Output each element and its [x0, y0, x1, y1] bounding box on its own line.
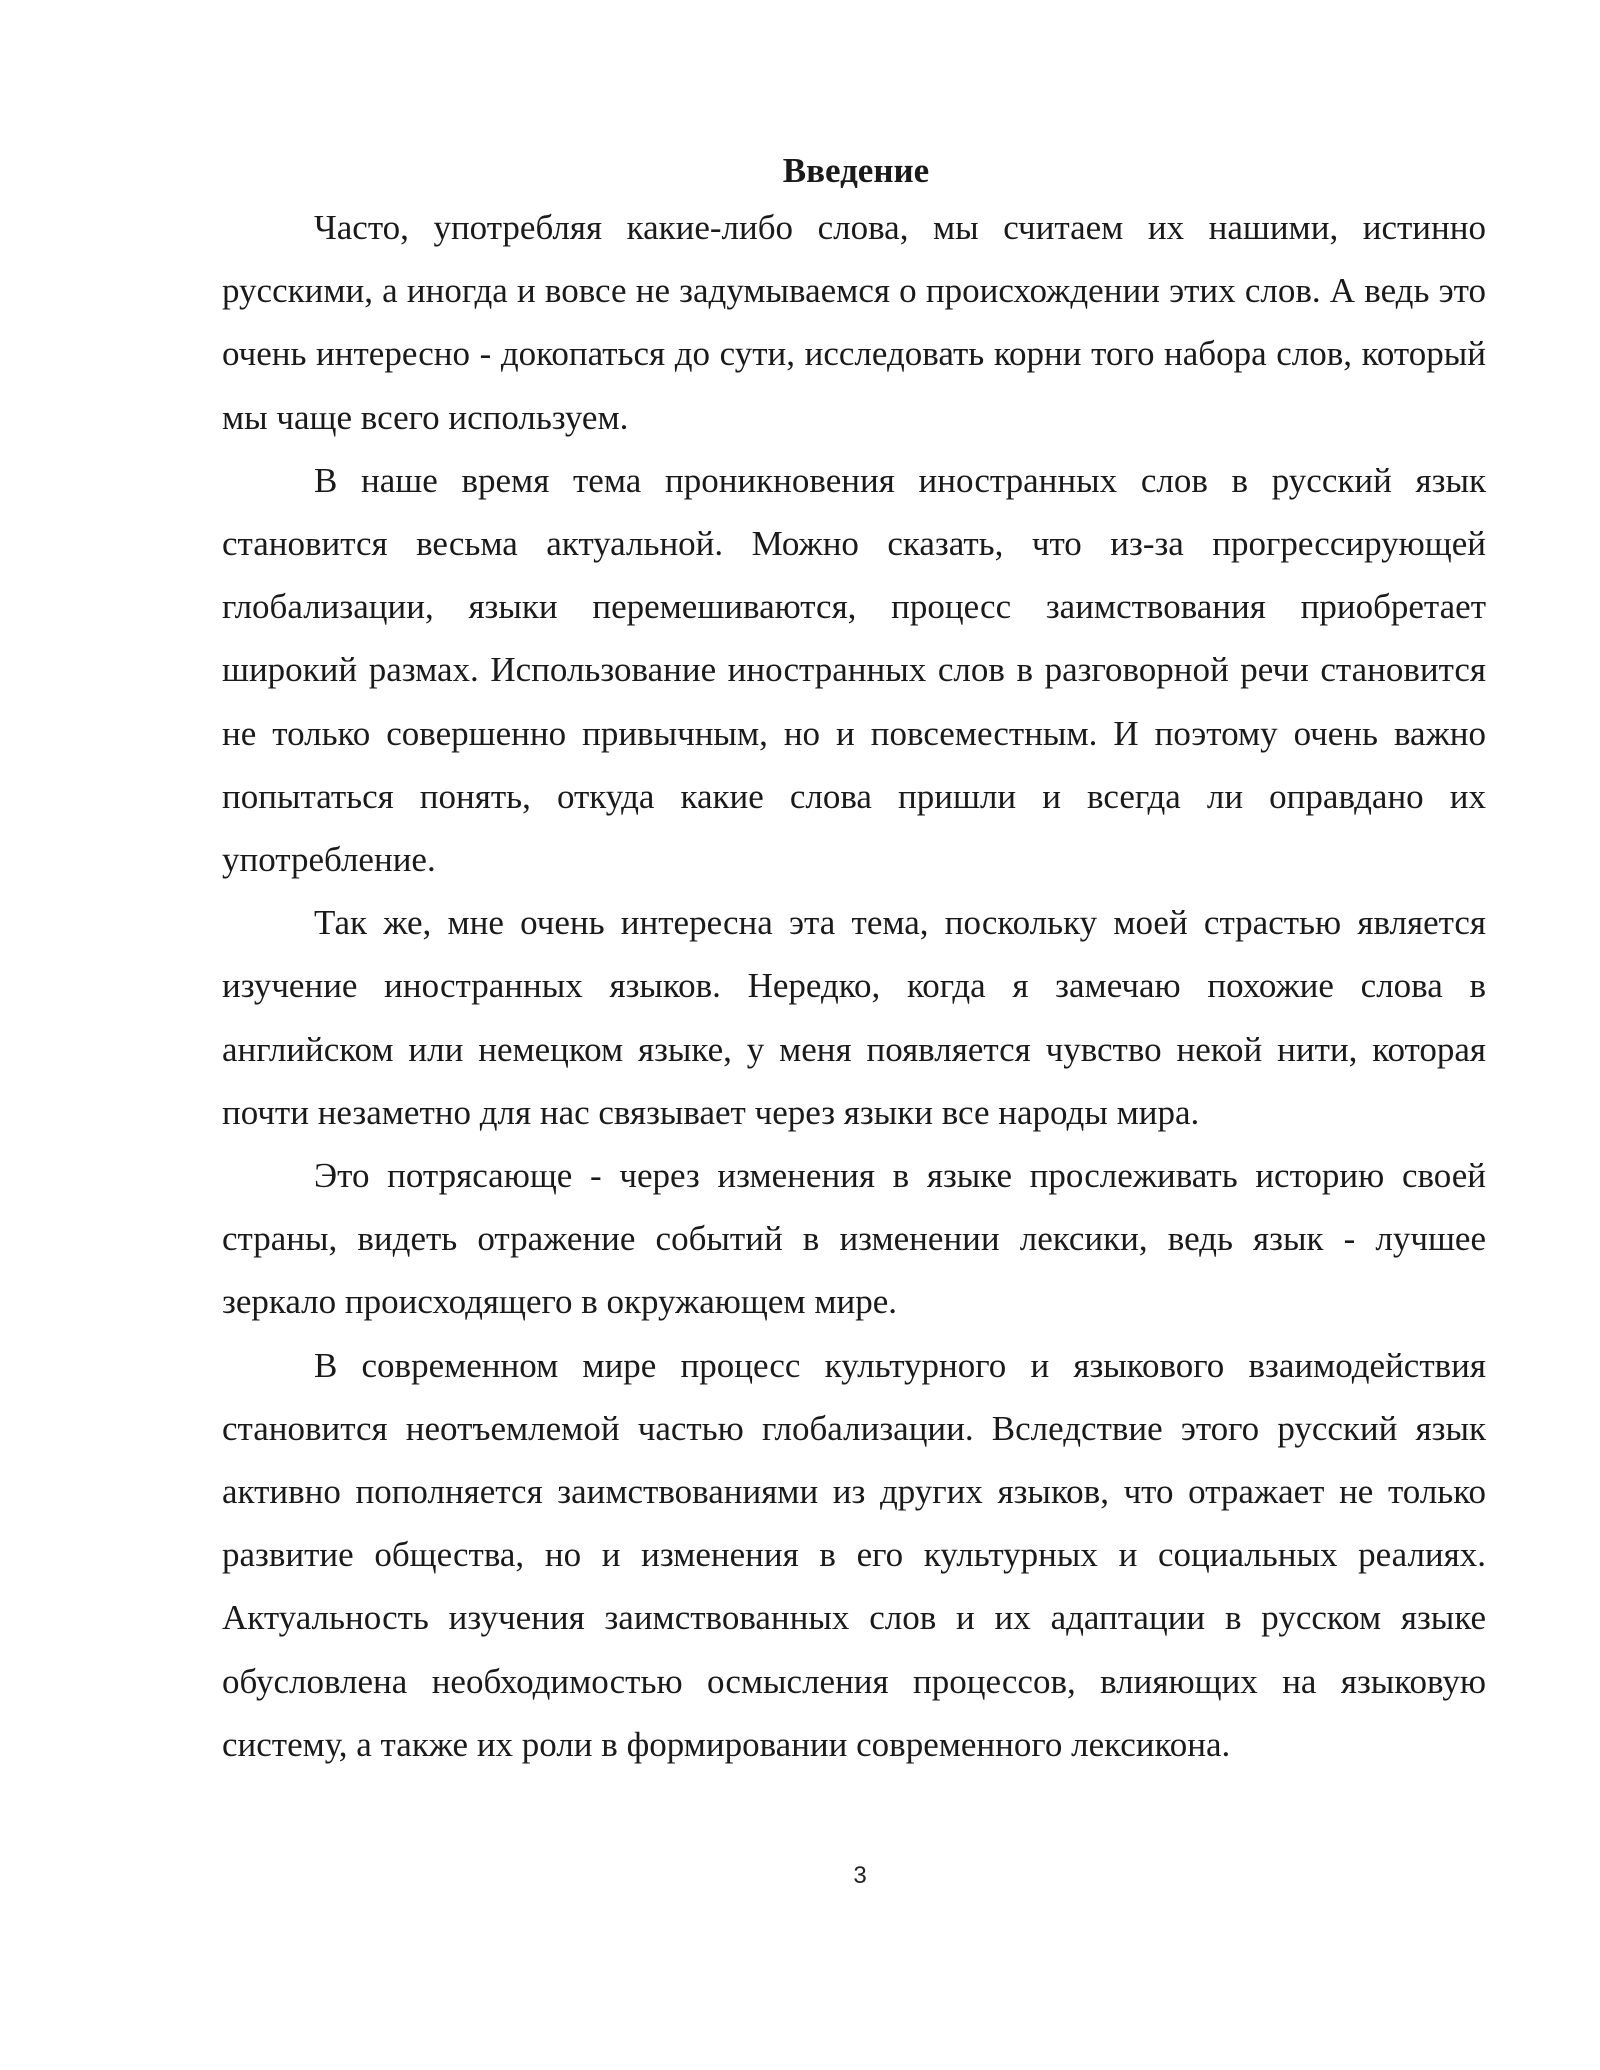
page-content: [222, 146, 1486, 1776]
paragraph-4: Это потрясающе - через изменения в языке прослеживать историю своей страны, видеть отражение событий в изменении лексики, ведь язык - лучшее зеркало происходящего в окружающем мире.: [222, 1156, 1486, 1322]
page-title: Введение: [782, 151, 930, 190]
page-number: 3: [853, 1862, 867, 1889]
paragraph-2: В наше время тема проникновения иностранных слов в русский язык становится весьма актуальной. Можно сказать, что из-за прогрессирующей глобализации, языки перемешиваются, процесс заимствования приобретает широкий размах. Использование иностранных слов в разговорной речи становится не только совершенно привычным, но и повсеместным. И поэтому очень важно попытаться понять, откуда какие слова пришли и всегда ли оправдано их употребление.: [222, 460, 1486, 880]
paragraph-3: Так же, мне очень интересна эта тема, поскольку моей страстью является изучение иностранных языков. Нередко, когда я замечаю похожие слова в английском или немецком языке, у меня появляется чувство некой нити, которая почти незаметно для нас связывает через языки все народы мира.: [222, 903, 1486, 1132]
paragraph-5: В современном мире процесс культурного и языкового взаимодействия становится неотъемлемой частью глобализации. Вследствие этого русский язык активно пополняется заимствованиями из других языков, что отражает не только развитие общества, но и изменения в его культурных и социальных реалиях. Актуальность изучения заимствованных слов и их адаптации в русском языке обусловлена необходимостью осмысления процессов, влияющих на языковую систему, а также их роли в формировании современного лексикона.: [222, 1345, 1486, 1764]
paragraph-1: Часто, употребляя какие-либо слова, мы считаем их нашими, истинно русскими, а иногда и вовсе не задумываемся о происхождении этих слов. А ведь это очень интересно - докопаться до сути, исследовать корни того набора слов, который мы чаще всего используем.: [222, 208, 1486, 437]
